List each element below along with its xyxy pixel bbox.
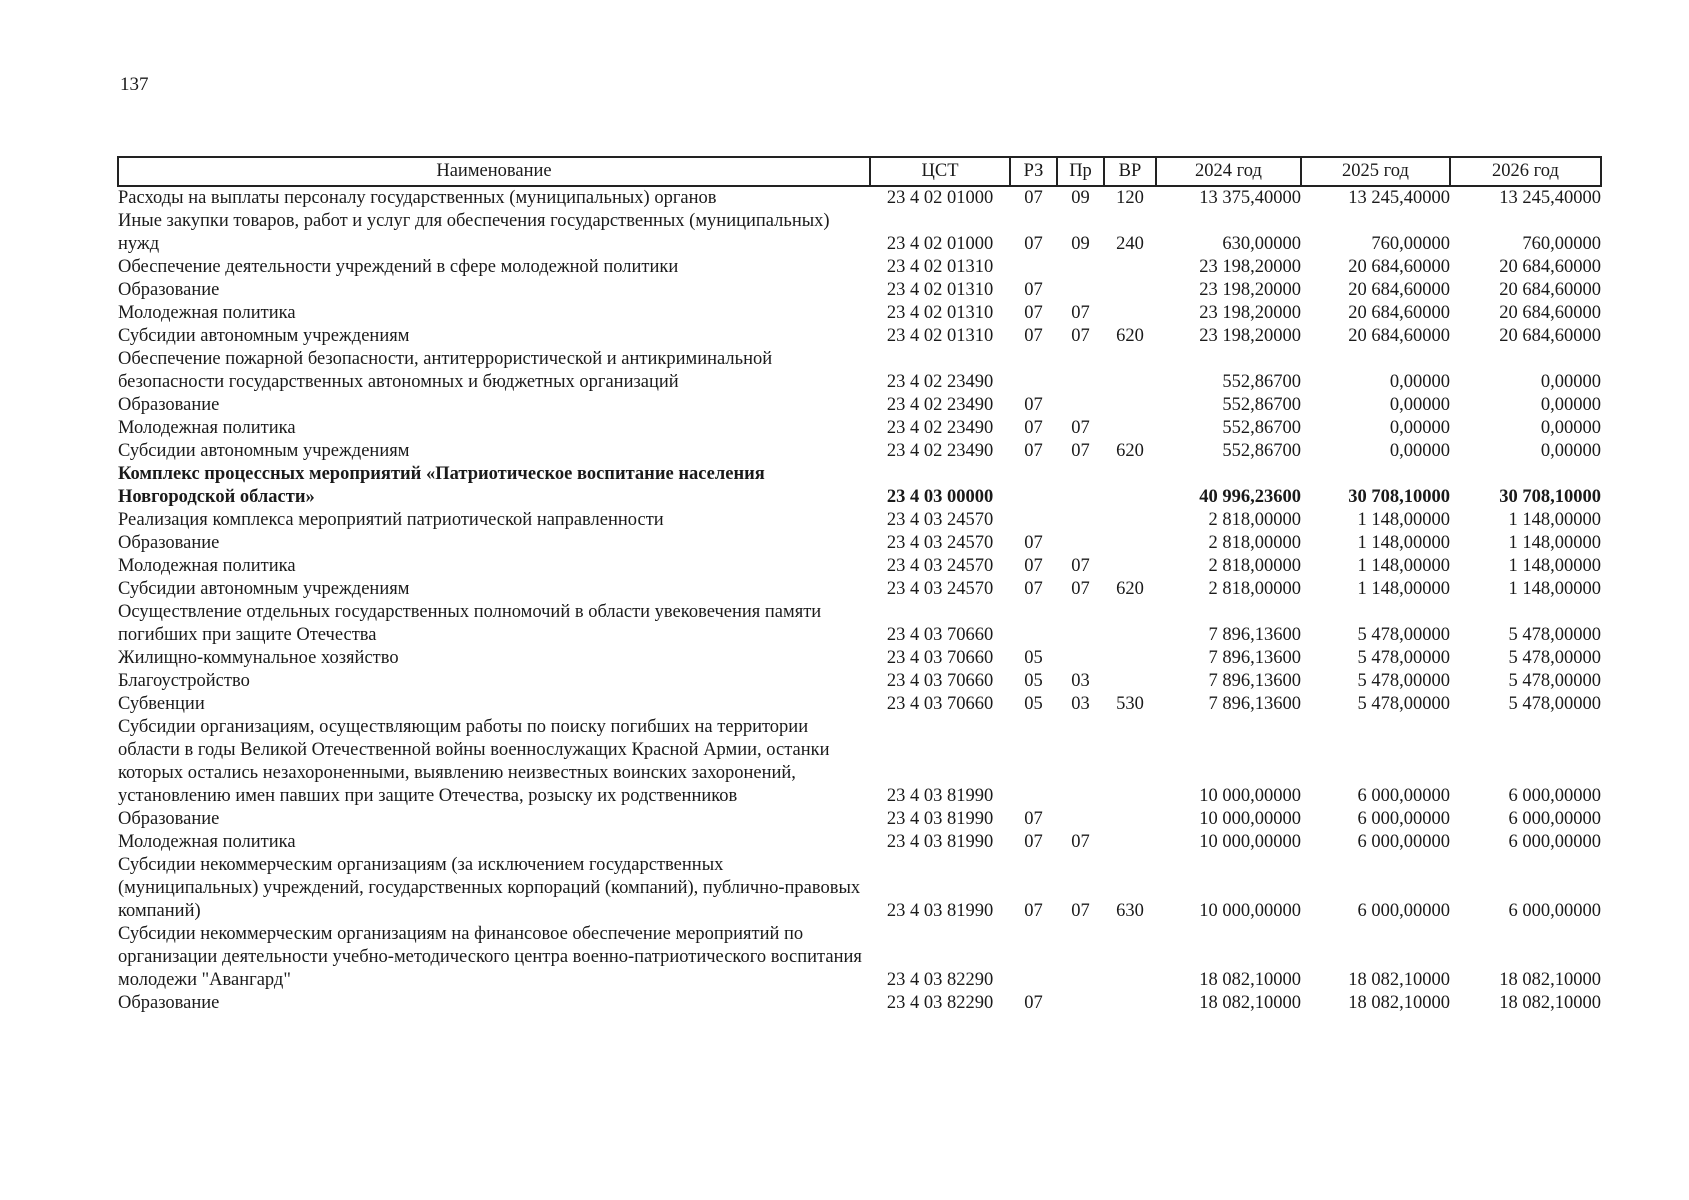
cell-pr: 07	[1071, 901, 1090, 921]
cell-2024: 2 818,00000	[1208, 556, 1301, 576]
table-row	[118, 831, 1601, 854]
cell-2024: 10 000,00000	[1199, 809, 1301, 829]
cell-cst: 23 4 03 81990	[886, 901, 994, 921]
cell-vr	[1104, 417, 1156, 440]
cell-cst: 23 4 03 70660	[886, 648, 994, 668]
table-body	[118, 186, 1601, 1015]
cell-2025: 5 478,00000	[1357, 671, 1450, 691]
cell-pr: 09	[1071, 234, 1090, 254]
cell-2026: 18 082,10000	[1499, 993, 1601, 1013]
cell-cst: 23 4 02 01310	[886, 280, 994, 300]
cell-cst: 23 4 03 24570	[886, 579, 994, 599]
cell-2025: 0,00000	[1389, 372, 1450, 392]
cell-2025: 760,00000	[1371, 234, 1450, 254]
cell-name: Образование	[118, 395, 220, 415]
cell-2025: 0,00000	[1389, 418, 1450, 438]
cell-2024: 40 996,23600	[1199, 487, 1301, 507]
cell-2026: 1 148,00000	[1508, 556, 1601, 576]
cell-cst: 23 4 03 70660	[886, 671, 994, 691]
cell-cst: 23 4 03 81990	[886, 832, 994, 852]
cell-pr	[1057, 348, 1104, 394]
table-row	[118, 509, 1601, 532]
cell-2025: 0,00000	[1389, 441, 1450, 461]
cell-2026: 0,00000	[1540, 395, 1601, 415]
cell-rz: 07	[1024, 809, 1043, 829]
header-2026: 2026 год	[1450, 157, 1601, 186]
cell-2026: 5 478,00000	[1508, 625, 1601, 645]
header-2024: 2024 год	[1156, 157, 1301, 186]
table-row	[118, 186, 1601, 210]
table-row	[118, 302, 1601, 325]
cell-name: Субвенции	[118, 694, 205, 714]
cell-2026: 6 000,00000	[1508, 832, 1601, 852]
cell-2024: 7 896,13600	[1208, 671, 1301, 691]
cell-2024: 2 818,00000	[1208, 579, 1301, 599]
cell-pr: 07	[1071, 832, 1090, 852]
cell-name: Молодежная политика	[118, 556, 296, 576]
cell-name: Субсидии автономным учреждениям	[118, 326, 410, 346]
cell-2024: 23 198,20000	[1199, 326, 1301, 346]
cell-name: Молодежная политика	[118, 832, 296, 852]
cell-vr	[1104, 601, 1156, 647]
cell-rz: 07	[1024, 832, 1043, 852]
cell-2025: 18 082,10000	[1348, 970, 1450, 990]
cell-cst: 23 4 03 00000	[886, 487, 994, 507]
cell-2026: 6 000,00000	[1508, 786, 1601, 806]
cell-2025: 1 148,00000	[1357, 510, 1450, 530]
cell-2024: 7 896,13600	[1208, 648, 1301, 668]
cell-vr: 530	[1116, 694, 1144, 714]
cell-2026: 20 684,60000	[1499, 326, 1601, 346]
cell-2025: 6 000,00000	[1357, 786, 1450, 806]
cell-rz	[1010, 348, 1057, 394]
cell-pr: 03	[1071, 671, 1090, 691]
cell-vr	[1104, 992, 1156, 1015]
cell-2024: 23 198,20000	[1199, 280, 1301, 300]
cell-pr	[1057, 992, 1104, 1015]
cell-2025: 0,00000	[1389, 395, 1450, 415]
table-row	[118, 647, 1601, 670]
cell-cst: 23 4 03 81990	[886, 786, 994, 806]
table-row	[118, 417, 1601, 440]
cell-2026: 6 000,00000	[1508, 901, 1601, 921]
cell-2026: 0,00000	[1540, 441, 1601, 461]
cell-name: Иные закупки товаров, работ и услуг для обеспечения государственных (муниципальных) нужд	[118, 211, 830, 254]
cell-cst: 23 4 02 01000	[886, 234, 994, 254]
cell-rz: 05	[1024, 671, 1043, 691]
cell-name: Субсидии некоммерческим организациям на финансовое обеспечение мероприятий по организации деятельности учебно-методического центра военно-патриотического воспитания молодежи "Авангард"	[118, 924, 862, 990]
cell-rz: 05	[1024, 694, 1043, 714]
cell-2025: 6 000,00000	[1357, 809, 1450, 829]
table-row	[118, 578, 1601, 601]
cell-pr: 07	[1071, 556, 1090, 576]
cell-name: Образование	[118, 993, 220, 1013]
table-row	[118, 992, 1601, 1015]
cell-vr: 240	[1116, 234, 1144, 254]
cell-rz	[1010, 256, 1057, 279]
cell-name: Реализация комплекса мероприятий патриотической направленности	[118, 510, 664, 530]
cell-rz: 07	[1024, 303, 1043, 323]
cell-rz	[1010, 601, 1057, 647]
cell-pr	[1057, 279, 1104, 302]
cell-2025: 5 478,00000	[1357, 625, 1450, 645]
cell-2024: 10 000,00000	[1199, 901, 1301, 921]
cell-vr	[1104, 394, 1156, 417]
cell-name: Субсидии автономным учреждениям	[118, 441, 410, 461]
cell-2025: 20 684,60000	[1348, 280, 1450, 300]
cell-pr	[1057, 808, 1104, 831]
header-pr: Пр	[1057, 157, 1104, 186]
table-row	[118, 532, 1601, 555]
cell-cst: 23 4 02 23490	[886, 372, 994, 392]
cell-cst: 23 4 03 24570	[886, 510, 994, 530]
cell-name: Молодежная политика	[118, 303, 296, 323]
cell-name: Осуществление отдельных государственных полномочий в области увековечения памяти погибших при защите Отечества	[118, 602, 822, 645]
cell-pr	[1057, 394, 1104, 417]
table-row	[118, 440, 1601, 463]
cell-pr: 07	[1071, 579, 1090, 599]
cell-vr	[1104, 256, 1156, 279]
table-row	[118, 463, 1601, 509]
header-rz: РЗ	[1010, 157, 1057, 186]
cell-name: Молодежная политика	[118, 418, 296, 438]
cell-pr: 07	[1071, 418, 1090, 438]
cell-2025: 13 245,40000	[1348, 188, 1450, 208]
cell-2025: 6 000,00000	[1357, 832, 1450, 852]
cell-rz	[1010, 509, 1057, 532]
cell-2025: 30 708,10000	[1348, 487, 1450, 507]
cell-2024: 630,00000	[1222, 234, 1301, 254]
table-row	[118, 670, 1601, 693]
cell-rz: 07	[1024, 901, 1043, 921]
cell-name: Образование	[118, 809, 220, 829]
cell-vr	[1104, 647, 1156, 670]
cell-pr	[1057, 463, 1104, 509]
cell-pr	[1057, 923, 1104, 992]
header-name: Наименование	[118, 157, 870, 186]
cell-pr	[1057, 532, 1104, 555]
cell-cst: 23 4 03 24570	[886, 556, 994, 576]
cell-2026: 20 684,60000	[1499, 257, 1601, 277]
table-row	[118, 601, 1601, 647]
cell-name: Образование	[118, 280, 220, 300]
cell-cst: 23 4 02 01310	[886, 303, 994, 323]
cell-pr: 07	[1071, 326, 1090, 346]
cell-vr	[1104, 463, 1156, 509]
cell-name: Обеспечение пожарной безопасности, антитеррористической и антикриминальной безопасности государственных автономных и бюджетных организаций	[118, 349, 773, 392]
cell-vr: 630	[1116, 901, 1144, 921]
cell-cst: 23 4 03 81990	[886, 809, 994, 829]
cell-name: Субсидии автономным учреждениям	[118, 579, 410, 599]
table-row	[118, 394, 1601, 417]
cell-rz: 07	[1024, 533, 1043, 553]
table-row	[118, 325, 1601, 348]
cell-2026: 760,00000	[1522, 234, 1601, 254]
cell-cst: 23 4 02 23490	[886, 395, 994, 415]
cell-2026: 13 245,40000	[1499, 188, 1601, 208]
cell-2024: 552,86700	[1222, 441, 1301, 461]
cell-name: Субсидии организациям, осуществляющим работы по поиску погибших на территории области в годы Великой Отечественной войны военнослужащих Красной Армии, останки которых остались незахороненными, выявлению неизвестных воинских захоронений, установлению имен павших при защите Отечества, розыску их родственников	[118, 717, 830, 806]
cell-2024: 13 375,40000	[1199, 188, 1301, 208]
cell-2025: 1 148,00000	[1357, 579, 1450, 599]
cell-2026: 5 478,00000	[1508, 671, 1601, 691]
cell-cst: 23 4 02 01000	[886, 188, 994, 208]
cell-2025: 18 082,10000	[1348, 993, 1450, 1013]
cell-rz	[1010, 463, 1057, 509]
cell-pr	[1057, 256, 1104, 279]
cell-2026: 5 478,00000	[1508, 648, 1601, 668]
cell-pr: 09	[1071, 188, 1090, 208]
cell-2025: 20 684,60000	[1348, 326, 1450, 346]
cell-2026: 1 148,00000	[1508, 533, 1601, 553]
cell-pr: 07	[1071, 303, 1090, 323]
cell-2026: 20 684,60000	[1499, 303, 1601, 323]
cell-rz: 07	[1024, 280, 1043, 300]
cell-2025: 20 684,60000	[1348, 257, 1450, 277]
table-row	[118, 854, 1601, 923]
cell-vr	[1104, 831, 1156, 854]
cell-2024: 23 198,20000	[1199, 257, 1301, 277]
cell-vr: 620	[1116, 326, 1144, 346]
cell-name: Комплекс процессных мероприятий «Патриотическое воспитание населения Новгородской области»	[118, 464, 765, 507]
cell-rz: 07	[1024, 326, 1043, 346]
cell-2026: 5 478,00000	[1508, 694, 1601, 714]
cell-pr: 07	[1071, 441, 1090, 461]
table-row	[118, 923, 1601, 992]
cell-cst: 23 4 02 23490	[886, 418, 994, 438]
cell-name: Расходы на выплаты персоналу государственных (муниципальных) органов	[118, 188, 717, 208]
header-2025: 2025 год	[1301, 157, 1450, 186]
cell-2025: 20 684,60000	[1348, 303, 1450, 323]
cell-pr: 03	[1071, 694, 1090, 714]
cell-2024: 18 082,10000	[1199, 993, 1301, 1013]
cell-2025: 6 000,00000	[1357, 901, 1450, 921]
table-row	[118, 693, 1601, 716]
cell-2024: 18 082,10000	[1199, 970, 1301, 990]
cell-cst: 23 4 03 82290	[886, 993, 994, 1013]
table-row	[118, 256, 1601, 279]
cell-2024: 552,86700	[1222, 418, 1301, 438]
cell-2026: 0,00000	[1540, 372, 1601, 392]
cell-2026: 20 684,60000	[1499, 280, 1601, 300]
table-header-row	[118, 157, 1601, 186]
cell-rz: 07	[1024, 234, 1043, 254]
cell-2024: 2 818,00000	[1208, 533, 1301, 553]
cell-2025: 5 478,00000	[1357, 648, 1450, 668]
page-number: 137	[120, 74, 149, 95]
cell-cst: 23 4 03 82290	[886, 970, 994, 990]
cell-rz: 05	[1024, 648, 1043, 668]
cell-vr: 120	[1116, 188, 1144, 208]
cell-cst: 23 4 03 70660	[886, 625, 994, 645]
cell-cst: 23 4 03 24570	[886, 533, 994, 553]
cell-2026: 30 708,10000	[1499, 487, 1601, 507]
cell-rz: 07	[1024, 556, 1043, 576]
cell-name: Обеспечение деятельности учреждений в сфере молодежной политики	[118, 257, 679, 277]
cell-2025: 5 478,00000	[1357, 694, 1450, 714]
cell-2025: 1 148,00000	[1357, 556, 1450, 576]
cell-vr	[1104, 923, 1156, 992]
cell-name: Образование	[118, 533, 220, 553]
cell-vr	[1104, 532, 1156, 555]
cell-rz: 07	[1024, 993, 1043, 1013]
table-row	[118, 210, 1601, 256]
cell-2024: 552,86700	[1222, 395, 1301, 415]
cell-2026: 6 000,00000	[1508, 809, 1601, 829]
cell-2024: 23 198,20000	[1199, 303, 1301, 323]
cell-2024: 7 896,13600	[1208, 694, 1301, 714]
cell-cst: 23 4 02 23490	[886, 441, 994, 461]
cell-2026: 1 148,00000	[1508, 579, 1601, 599]
cell-2024: 2 818,00000	[1208, 510, 1301, 530]
cell-rz: 07	[1024, 441, 1043, 461]
table-row	[118, 279, 1601, 302]
cell-rz: 07	[1024, 579, 1043, 599]
cell-name: Благоустройство	[118, 671, 250, 691]
cell-2025: 1 148,00000	[1357, 533, 1450, 553]
cell-2026: 0,00000	[1540, 418, 1601, 438]
cell-2024: 10 000,00000	[1199, 786, 1301, 806]
table-row	[118, 555, 1601, 578]
cell-2024: 552,86700	[1222, 372, 1301, 392]
cell-cst: 23 4 03 70660	[886, 694, 994, 714]
cell-cst: 23 4 02 01310	[886, 326, 994, 346]
table-row	[118, 348, 1601, 394]
cell-vr: 620	[1116, 579, 1144, 599]
cell-name: Субсидии некоммерческим организациям (за исключением государственных (муниципальных) учреждений, государственных корпораций (компаний), публично-правовых компаний)	[118, 855, 861, 921]
cell-pr	[1057, 647, 1104, 670]
cell-2024: 7 896,13600	[1208, 625, 1301, 645]
cell-pr	[1057, 716, 1104, 808]
cell-rz: 07	[1024, 395, 1043, 415]
cell-2026: 1 148,00000	[1508, 510, 1601, 530]
header-vr: ВР	[1104, 157, 1156, 186]
cell-vr	[1104, 670, 1156, 693]
cell-cst: 23 4 02 01310	[886, 257, 994, 277]
cell-rz: 07	[1024, 418, 1043, 438]
cell-pr	[1057, 601, 1104, 647]
cell-name: Жилищно-коммунальное хозяйство	[118, 648, 399, 668]
cell-vr	[1104, 509, 1156, 532]
cell-rz	[1010, 716, 1057, 808]
cell-2024: 10 000,00000	[1199, 832, 1301, 852]
cell-vr: 620	[1116, 441, 1144, 461]
cell-vr	[1104, 279, 1156, 302]
cell-vr	[1104, 808, 1156, 831]
table-row	[118, 808, 1601, 831]
budget-table	[117, 156, 1602, 1015]
cell-vr	[1104, 716, 1156, 808]
cell-vr	[1104, 348, 1156, 394]
cell-pr	[1057, 509, 1104, 532]
cell-rz	[1010, 923, 1057, 992]
cell-rz: 07	[1024, 188, 1043, 208]
header-cst: ЦСТ	[870, 157, 1010, 186]
table-row	[118, 716, 1601, 808]
cell-vr	[1104, 555, 1156, 578]
cell-2026: 18 082,10000	[1499, 970, 1601, 990]
cell-vr	[1104, 302, 1156, 325]
